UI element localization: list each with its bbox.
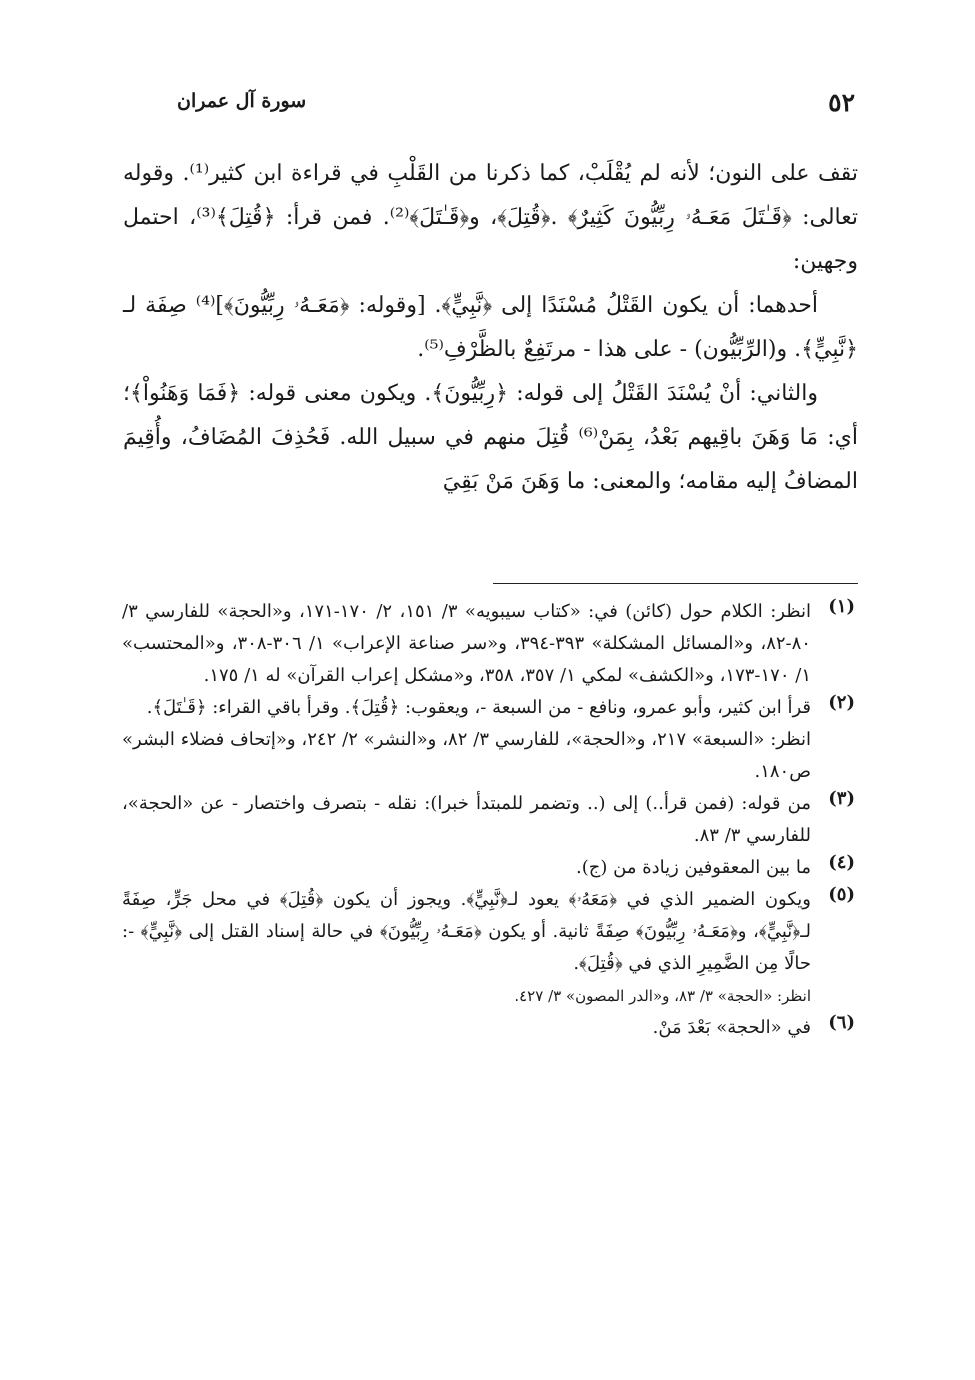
footnote (122, 596, 855, 692)
main-text (123, 152, 858, 504)
paragraph: تقف على النون؛ لأنه لم يُقْلَبْ، كما ذكرنا من القَلْبِ في قراءة ابن كثير⁽¹⁾. وقوله تعالى: ﴿قَـٰتَلَ مَعَـهُۥ رِبِّيُّونَ كَثِيرٌ﴾ .﴿قُتِلَ﴾، و﴿قَـٰتَلَ﴾⁽²⁾. فمن قرأ: ﴿قُتِلَ﴾⁽³⁾، احتمل وجهين: (123, 161, 858, 274)
footnotes (122, 596, 855, 1044)
footnote-number: (١) (828, 596, 855, 617)
footnote-reference: انظر: «السبعة» ٢١٧، و«الحجة»، للفارسي ٣/ ٨٢، و«النشر» ٢/ ٢٤٢، و«إتحاف فضلاء البشر» ص١٨٠. (122, 729, 811, 782)
footnote-number: (٥) (828, 884, 855, 905)
footnote (122, 1012, 855, 1044)
footnote (122, 852, 855, 884)
footnote-text: من قوله: (فمن قرأ..) إلى (.. وتضمر للمبتدأ خبرا): نقله - بتصرف واختصار - عن «الحجة»، للفارسي ٣/ ٨٣. (122, 793, 811, 846)
footnote (122, 788, 855, 852)
footnote-text: ما بين المعقوفين زيادة من (ج). (576, 857, 811, 878)
footnote (122, 884, 855, 1012)
footnote-text: ويكون الضمير الذي في ﴿مَعَهُۥ﴾ يعود لـ﴿نَّبِيٍّ﴾. ويجوز أن يكون ﴿قُتِلَ﴾ في محل جَرٍّ، صِفَةً لـ﴿نَّبِيٍّ﴾، و﴿مَعَـهُۥ رِبِّيُّونَ﴾ صِفَةً ثانية. أو يكون ﴿مَعَـهُۥ رِبِّيُّونَ﴾ في حالة إسناد القتل إلى ﴿نَّبِيٍّ﴾ -: حالًا مِن الضَّمِيرِ الذي في ﴿قُتِلَ﴾. (122, 889, 811, 974)
footnote-text: انظر: الكلام حول (كائن) في: «كتاب سيبويه» ٣/ ١٥١، ٢/ ١٧٠-١٧١، و«الحجة» للفارسي ٣/ ٨٠-٨٢، و«المسائل المشكلة» ٣٩٣-٣٩٤، و«سر صناعة الإعراب» ١/ ٣٠٦-٣٠٨، و«المحتسب» ١/ ١٧٠-١٧٣، و«الكشف» لمكي ١/ ٣٥٧، ٣٥٨، و«مشكل إعراب القرآن» له ١/ ١٧٥. (122, 601, 811, 686)
footnote-number: (٣) (828, 788, 855, 809)
footnote-number: (٢) (828, 692, 855, 713)
footnote-text: قرأ ابن كثير، وأبو عمرو، ونافع - من السبعة -، ويعقوب: ﴿قُتِلَ﴾. وقرأ باقي القراء: ﴿قَـٰتَلَ﴾. (146, 697, 811, 718)
footnote-separator (493, 583, 858, 584)
paragraph: أحدهما: أن يكون القَتْلُ مُسْنَدًا إلى ﴿نَّبِيٍّ﴾. [وقوله: ﴿مَعَـهُۥ رِبِّيُّونَ﴾]⁽⁴⁾ صِفَة لـ ﴿نَّبِيٍّ﴾. و(الرِّبِّيُّون) - على هذا - مرتَفِعٌ بالظَّرْفِ⁽⁵⁾. (123, 293, 858, 362)
paragraph: والثاني: أنْ يُسْنَدَ القَتْلُ إلى قوله: ﴿رِبِّيُّونَ﴾. ويكون معنى قوله: ﴿فَمَا وَهَنُواْ﴾؛ أي: مَا وَهَنَ باقِيهم بَعْدُ، بِمَنْ⁽⁶⁾ قُتِلَ منهم في سبيل الله. فَحُذِفَ المُضَافُ، وأُقِيمَ المضافُ إليه مقامه؛ والمعنى: ما وَهَنَ مَنْ بَقِيَ (123, 381, 859, 494)
footnote (122, 692, 855, 788)
footnote-reference: انظر: «الحجة» ٣/ ٨٣، و«الدر المصون» ٣/ ٤٢٧. (514, 987, 811, 1005)
page-header (122, 88, 855, 124)
footnote-number: (٤) (828, 852, 855, 873)
footnote-text: في «الحجة» بَعْدَ مَنْ. (652, 1017, 811, 1038)
running-title: سورة آل عمران (177, 90, 307, 112)
footnote-number: (٦) (828, 1012, 855, 1033)
page-number: ٥٢ (828, 88, 855, 117)
